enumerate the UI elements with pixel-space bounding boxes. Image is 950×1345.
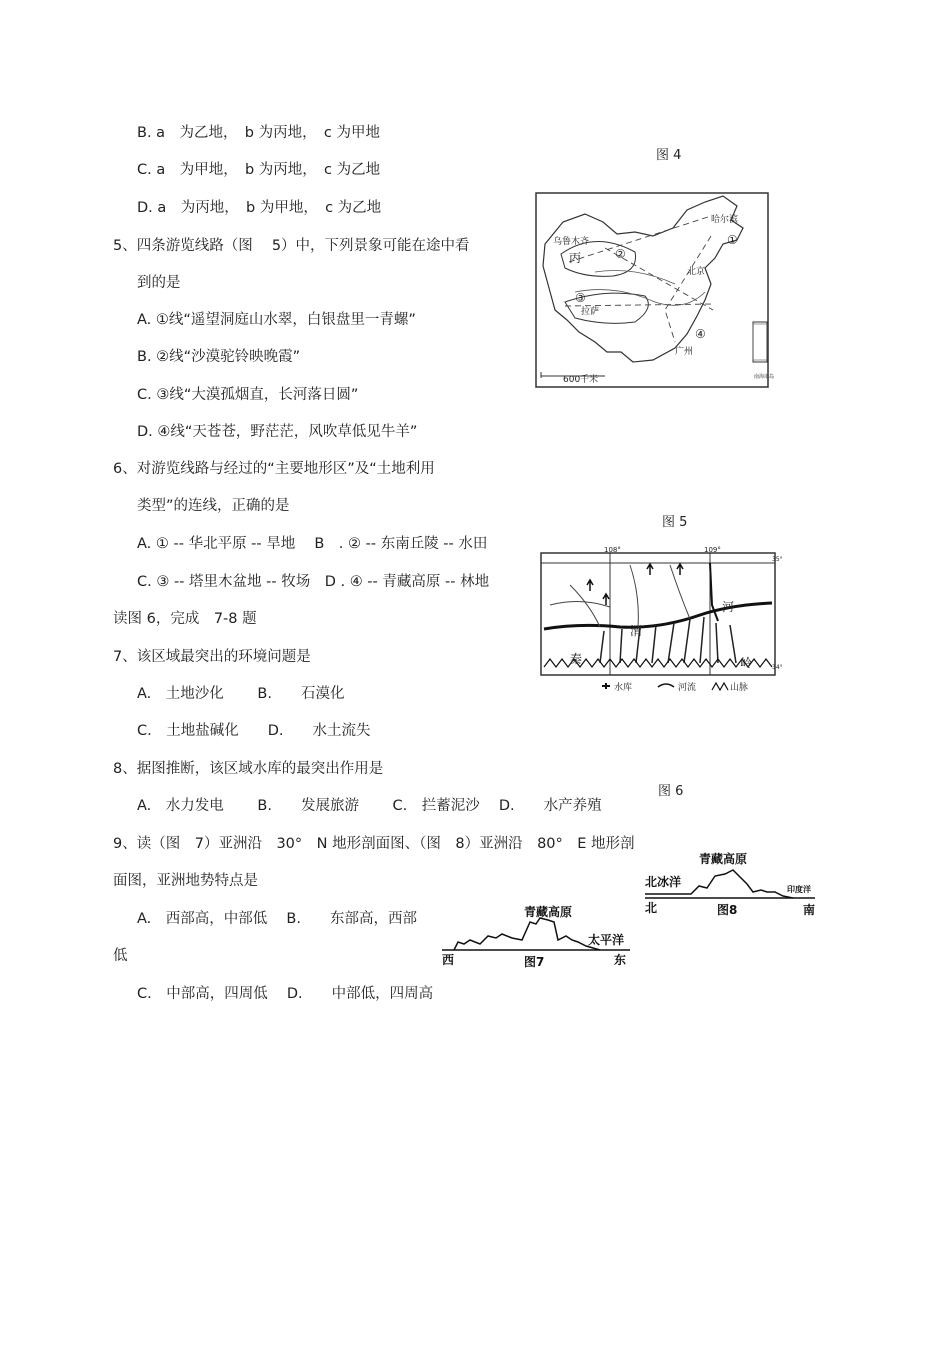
city-guangzhou: 广州 xyxy=(675,347,694,357)
q9-options-ab: A. 西部高，中部低 B. 东部高，西部 xyxy=(137,911,417,927)
profile-80e xyxy=(643,848,818,920)
fig6-caption: 图 6 xyxy=(658,784,684,799)
lat-34: 34° xyxy=(772,664,783,671)
legend-reservoir: 水库 xyxy=(614,683,633,693)
legend-mountain: 山脉 xyxy=(730,683,749,693)
inset-label: 南海诸岛 xyxy=(754,374,775,380)
lat-35: 35° xyxy=(772,556,783,563)
city-harbin: 哈尔滨 xyxy=(711,215,739,225)
q5-option-d: D. ④线“天苍苍，野茫茫，风吹草低见牛羊” xyxy=(137,424,418,440)
city-lhasa: 拉萨 xyxy=(581,307,600,317)
china-route-map xyxy=(535,192,775,388)
label-wei: 渭 xyxy=(630,624,643,638)
q9-options-ab-cont: 低 xyxy=(113,948,128,964)
q5-option-c: C. ③线“大漠孤烟直，长河落日圆” xyxy=(137,387,359,403)
q6-options-ab: A. ① -- 华北平原 -- 旱地 B . ② -- 东南丘陵 -- 水田 xyxy=(137,536,488,552)
wei-river-map xyxy=(540,545,783,695)
fig5-caption: 图 5 xyxy=(662,515,688,530)
fig7-pacific: 太平洋 xyxy=(588,933,625,947)
q7-options-cd: C. 土地盐碱化 D. 水土流失 xyxy=(137,723,371,739)
fig7-plateau: 青藏高原 xyxy=(524,905,573,919)
fig8-arctic: 北冰洋 xyxy=(645,875,682,889)
question-6-cont: 类型”的连线，正确的是 xyxy=(137,498,290,514)
question-9-cont: 面图，亚洲地势特点是 xyxy=(113,873,258,889)
fig8-plateau: 青藏高原 xyxy=(699,852,748,866)
lon-108: 108° xyxy=(604,546,621,554)
route-1: ① xyxy=(727,233,738,247)
label-ling: 岭 xyxy=(740,656,753,670)
q7-options-ab: A. 土地沙化 B. 石漠化 xyxy=(137,686,345,702)
label-bing: 丙 xyxy=(569,251,582,265)
q8-options: A. 水力发电 B. 发展旅游 C. 拦蓄泥沙 D. 水产养殖 xyxy=(137,798,602,814)
question-6: 6、对游览线路与经过的“主要地形区”及“土地利用 xyxy=(113,461,435,477)
fig8-south: 南 xyxy=(803,903,816,917)
route-3: ③ xyxy=(575,291,586,305)
question-5: 5、四条游览线路（图 5）中，下列景象可能在途中看 xyxy=(113,238,470,254)
question-7: 7、该区域最突出的环境问题是 xyxy=(113,649,311,665)
fig7-west: 西 xyxy=(442,953,455,967)
q5-option-b: B. ②线“沙漠驼铃映晚霞” xyxy=(137,349,301,365)
city-urumqi: 乌鲁木齐 xyxy=(553,237,590,247)
route-4: ④ xyxy=(695,327,706,341)
fig8-indian: 印度洋 xyxy=(787,885,811,894)
label-he: 河 xyxy=(722,600,735,614)
scale-bar: 600千米 xyxy=(563,375,599,385)
q6-options-cd: C. ③ -- 塔里木盆地 -- 牧场 D . ④ -- 青藏高原 -- 林地 xyxy=(137,574,490,590)
option-c: C. a 为甲地， b 为丙地， c 为乙地 xyxy=(137,162,381,178)
read-fig6: 读图 6，完成 7-8 题 xyxy=(113,611,257,627)
question-8: 8、据图推断，该区域水库的最突出作用是 xyxy=(113,761,384,777)
fig8-caption: 图8 xyxy=(717,903,738,917)
q9-options-cd: C. 中部高，四周低 D. 中部低，四周高 xyxy=(137,986,434,1002)
route-2: ② xyxy=(615,247,626,261)
question-9: 9、读（图 7）亚洲沿 30° N 地形剖面图、（图 8）亚洲沿 80° E 地形剖 xyxy=(113,836,635,852)
question-5-cont: 到的是 xyxy=(137,275,181,291)
fig8-north: 北 xyxy=(645,901,658,915)
label-qin: 秦 xyxy=(570,652,583,666)
fig7-caption: 图7 xyxy=(524,955,545,969)
lon-109: 109° xyxy=(704,546,721,554)
option-d: D. a 为丙地， b 为甲地， c 为乙地 xyxy=(137,200,382,216)
profile-30n xyxy=(440,900,635,970)
fig4-caption: 图 4 xyxy=(656,148,682,163)
option-b: B. a 为乙地， b 为丙地， c 为甲地 xyxy=(137,125,380,141)
q5-option-a: A. ①线“遥望洞庭山水翠，白银盘里一青螺” xyxy=(137,312,416,328)
city-beijing: 北京 xyxy=(687,267,706,277)
legend-river: 河流 xyxy=(678,683,697,693)
fig7-east: 东 xyxy=(614,953,627,967)
